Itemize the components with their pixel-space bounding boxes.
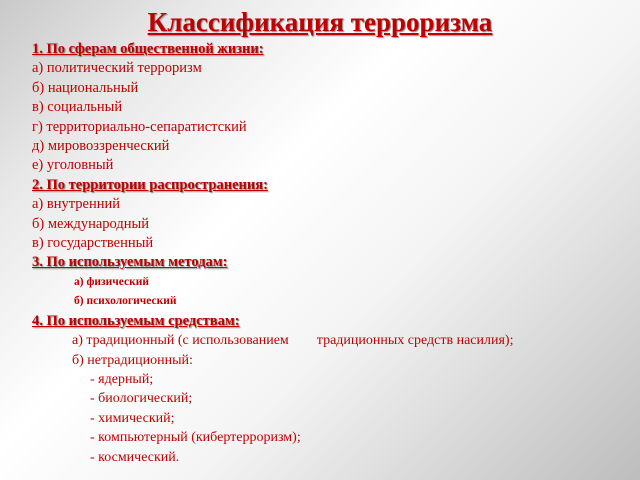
section-1-item-f: е) уголовный xyxy=(32,157,114,174)
section-1-item-b: б) национальный xyxy=(32,79,139,96)
section-4-subitem-computer: - компьютерный (кибертерроризм); xyxy=(90,430,301,446)
section-1-item-a: а) политический терроризм xyxy=(32,60,202,77)
section-4-subitem-space: - космический. xyxy=(90,449,180,465)
classification-list xyxy=(32,40,632,467)
section-4-item-a-part2: традиционных средств насилия); xyxy=(316,333,514,349)
section-1-item-c: в) социальный xyxy=(32,99,123,116)
section-4-subitem-chemical: - химический; xyxy=(90,410,175,426)
section-4-subitem-biological: - биологический; xyxy=(90,391,193,407)
section-4-item-b: б) нетрадиционный: xyxy=(72,352,193,368)
section-3-item-b: б) психологический xyxy=(74,295,177,308)
section-2-heading: 2. По территории распространения: xyxy=(32,176,268,193)
section-3-heading: 3. По используемым методам: xyxy=(32,254,228,271)
section-3-item-a: а) физический xyxy=(74,275,149,288)
section-2-item-a: а) внутренний xyxy=(32,196,120,213)
section-1-item-d: г) территориально-сепаратистский xyxy=(32,118,247,135)
section-4-item-a xyxy=(32,331,632,350)
section-4-item-a-part1: а) традиционный (с использованием xyxy=(72,333,289,349)
section-2-item-b: б) международный xyxy=(32,215,150,232)
section-1-heading: 1. По сферам общественной жизни: xyxy=(32,41,264,57)
section-4-subitem-nuclear: - ядерный; xyxy=(90,371,154,387)
slide-title: Классификация терроризма xyxy=(147,7,493,37)
section-2-item-c: в) государственный xyxy=(32,235,154,252)
section-4-heading: 4. По используемым средствам: xyxy=(32,312,240,329)
section-1-item-e: д) мировоззренческий xyxy=(32,138,170,155)
